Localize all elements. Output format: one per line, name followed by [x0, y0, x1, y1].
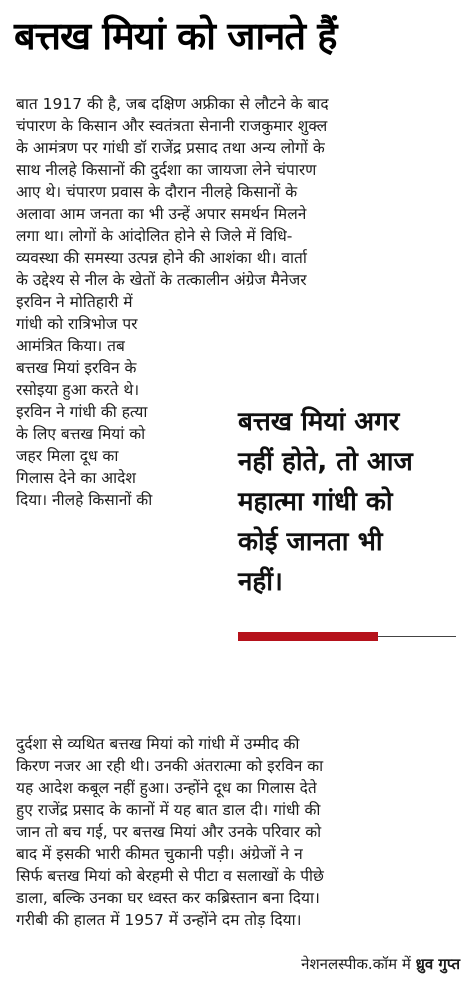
body-line: आए थे। चंपारण प्रवास के दौरान नीलहे किसानों के: [16, 183, 298, 201]
body-line: डाला, बल्कि उनका घर ध्वस्त कर कब्रिस्तान बना दिया।: [16, 889, 320, 907]
body-line: के लिए बत्तख मियां को: [16, 425, 146, 443]
body-line: बत्तख मियां इरविन के: [16, 359, 137, 377]
byline-author: ध्रुव गुप्त: [415, 955, 460, 973]
body-line: यह आदेश कबूल नहीं हुआ। उन्होंने दूध का गिलास देते: [16, 779, 317, 797]
body-line: के आमंत्रण पर गांधी डॉ राजेंद्र प्रसाद तथा अन्य लोगों के: [16, 139, 325, 157]
pull-quote: [238, 402, 463, 602]
body-line: दिया। नीलहे किसानों की: [16, 491, 153, 509]
pull-quote-rule: [238, 632, 456, 642]
pull-quote-line: महात्मा गांधी को: [238, 487, 393, 517]
pull-quote-line: बत्तख मियां अगर: [238, 407, 400, 437]
body-line: किरण नजर आ रही थी। उनकी अंतरात्मा को इरविन का: [16, 757, 324, 775]
body-line: व्यवस्था की समस्या उत्पन्न होने की आशंका थी। वार्ता: [16, 249, 307, 267]
body-line: अलावा आम जनता का भी उन्हें अपार समर्थन मिलने: [16, 205, 307, 223]
body-line: दुर्दशा से व्यथित बत्तख मियां को गांधी में उम्मीद की: [16, 735, 300, 753]
body-line: गिलास देने का आदेश: [16, 469, 136, 487]
body-line: बाद में इसकी भारी कीमत चुकानी पड़ी। अंग्रेजों ने न: [16, 845, 303, 863]
body-line: इरविन ने मोतिहारी में: [16, 293, 133, 311]
body-line: साथ नीलहे किसानों की दुर्दशा का जायजा लेने चंपारण: [16, 161, 317, 179]
body-line: जहर मिला दूध का: [16, 447, 119, 465]
body-line: जान तो बच गई, पर बत्तख मियां और उनके परिवार को: [16, 823, 322, 841]
body-line: आमंत्रित किया। तब: [16, 337, 125, 355]
rule-accent-bar: [238, 632, 378, 641]
byline-source: नेशनलस्पीक.कॉम में: [301, 955, 411, 973]
pull-quote-line: कोई जानता भी: [238, 527, 383, 557]
body-line: बात 1917 की है, जब दक्षिण अफ्रीका से लौटने के बाद: [16, 95, 329, 113]
body-line: हुए राजेंद्र प्रसाद के कानों में यह बात डाल दी। गांधी की: [16, 801, 321, 819]
byline: [301, 954, 460, 974]
body-line: लगा था। लोगों के आंदोलित होने से जिले में विधि-: [16, 227, 293, 245]
body-line: रसोइया हुआ करते थे।: [16, 381, 140, 399]
headline: बत्तख मियां को जानते हैं: [14, 14, 337, 58]
body-line: गांधी को रात्रिभोज पर: [16, 315, 138, 333]
body-line: इरविन ने गांधी की हत्या: [16, 403, 148, 421]
body-line: के उद्देश्य से नील के खेतों के तत्कालीन अंग्रेज मैनेजर: [16, 271, 307, 289]
pull-quote-line: नहीं होते, तो आज: [238, 447, 413, 477]
body-line: गरीबी की हालत में 1957 में उन्होंने दम तोड़ दिया।: [16, 911, 302, 929]
body-line: सिर्फ बत्तख मियां को बेरहमी से पीटा व सलाखों के पीछे: [16, 867, 324, 885]
pull-quote-line: नहीं।: [238, 567, 283, 597]
body-line: चंपारण के किसान और स्वतंत्रता सेनानी राजकुमार शुक्ल: [16, 117, 328, 135]
